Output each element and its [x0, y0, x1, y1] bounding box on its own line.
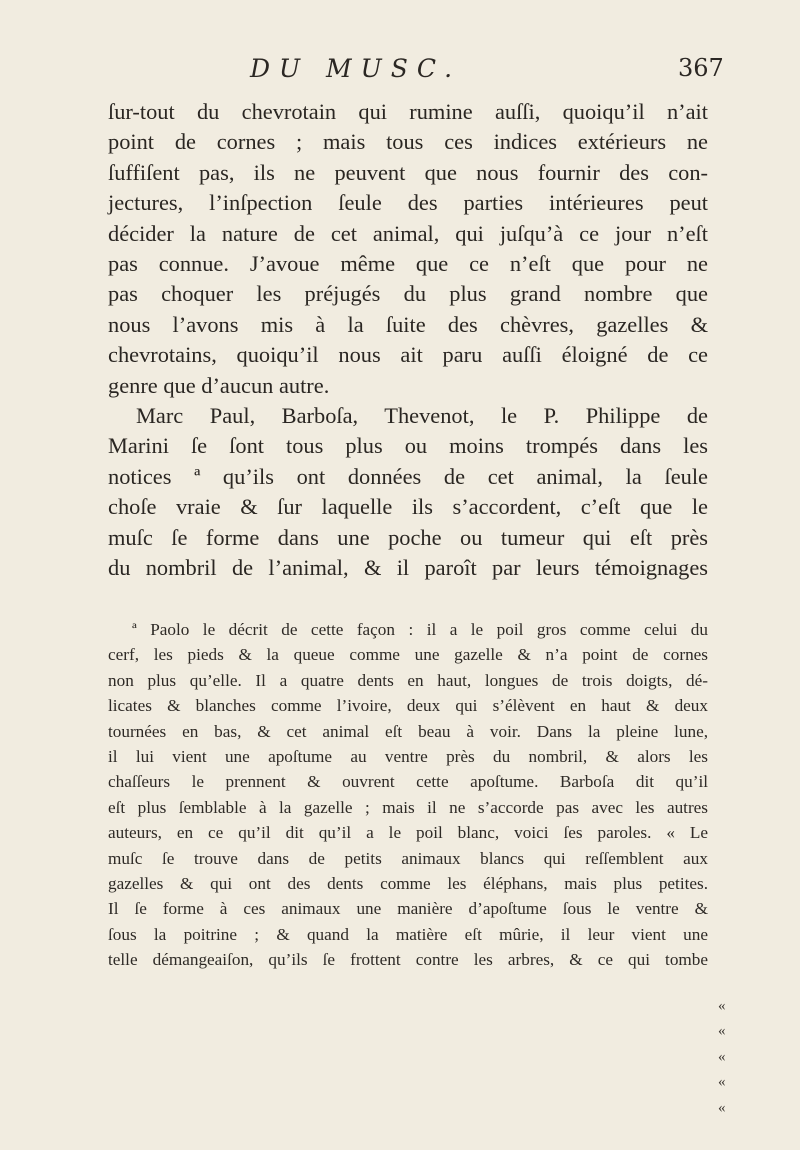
- footnote: [108, 617, 708, 973]
- page-number: 367: [678, 54, 724, 82]
- footnote-line: muſc ſe trouve dans de petits animaux blancs qui reſſemblent aux: [108, 848, 708, 868]
- text-line: Marc Paul, Barboſa, Thevenot, le P. Philippe de: [136, 403, 708, 429]
- quote-mark: «: [718, 998, 726, 1014]
- quote-mark: «: [718, 1023, 726, 1040]
- text-line: ſuffiſent pas, ils ne peuvent que nous fournir des con-: [108, 159, 708, 185]
- quote-mark: «: [718, 1074, 726, 1091]
- footnote-line: cerf, les pieds & la queue comme une gazelle & n’a point de cornes: [108, 645, 708, 665]
- footnote-line: il lui vient une apoſtume au ventre près du nombril, & alors les: [108, 747, 708, 767]
- text-line: point de cornes ; mais tous ces indices extérieurs ne: [108, 129, 708, 155]
- text-line: du nombril de l’animal, & il paroît par leurs témoignages: [108, 555, 708, 581]
- text-line: nous l’avons mis à la ſuite des chèvres, gazelles &: [108, 311, 708, 337]
- footnote-line: tournées en bas, & cet animal eſt beau à voir. Dans la pleine lune,: [108, 721, 708, 741]
- text-line: choſe vraie & ſur laquelle ils s’accordent, c’eſt que le: [108, 494, 708, 520]
- footnote-line: non plus qu’elle. Il a quatre dents en haut, longues de trois doigts, dé-: [108, 670, 708, 690]
- text-line: ſur-tout du chevrotain qui rumine auſſi, quoiqu’il n’ait: [108, 99, 708, 124]
- footnote-line: auteurs, en ce qu’il dit qu’il a le poil blanc, voici ſes paroles. « Le: [108, 823, 708, 843]
- quote-mark: «: [718, 1048, 726, 1065]
- text-line: Marini ſe ſont tous plus ou moins trompés dans les: [108, 433, 708, 459]
- footnote-line: telle démangeaiſon, qu’ils ſe frottent contre les arbres, & ce qui tombe: [108, 950, 708, 970]
- footnote-line: Il ſe forme à ces animaux une manière d’apoſtume ſous le ventre &: [108, 899, 708, 919]
- quote-mark: «: [718, 1099, 726, 1116]
- running-head: DU MUSC.: [250, 54, 462, 83]
- page-header: [0, 50, 800, 90]
- text-line: muſc ſe forme dans une poche ou tumeur qui eſt près: [108, 524, 708, 550]
- footnote-line: chaſſeurs le prennent & ouvrent cette apoſtume. Barboſa dit qu’il: [108, 772, 708, 792]
- text-line: notices ª qu’ils ont données de cet animal, la ſeule: [108, 463, 708, 489]
- footnote-line: eſt plus ſemblable à la gazelle ; mais il ne s’accorde pas avec les autres: [108, 797, 708, 817]
- footnote-line: licates & blanches comme l’ivoire, deux qui s’élèvent en haut & deux: [108, 696, 708, 716]
- quotation-marks-margin: [718, 994, 748, 1121]
- text-line: décider la nature de cet animal, qui juſqu’à ce jour n’eſt: [108, 220, 708, 246]
- footnote-line: gazelles & qui ont des dents comme les éléphans, mais plus petites.: [108, 874, 708, 894]
- text-line: pas choquer les préjugés du plus grand nombre que: [108, 281, 708, 307]
- text-line: genre que d’aucun autre.: [108, 372, 330, 398]
- main-text: [108, 97, 708, 584]
- text-line: jectures, l’inſpection ſeule des parties intérieures peut: [108, 190, 708, 216]
- text-line: pas connue. J’avoue même que ce n’eſt que pour ne: [108, 251, 708, 277]
- footnote-line: ª Paolo le décrit de cette façon : il a le poil gros comme celui du: [132, 620, 708, 639]
- footnote-line: ſous la poitrine ; & quand la matière eſt mûrie, il leur vient une: [108, 924, 708, 944]
- text-line: chevrotains, quoiqu’il nous ait paru auſſi éloigné de ce: [108, 342, 708, 368]
